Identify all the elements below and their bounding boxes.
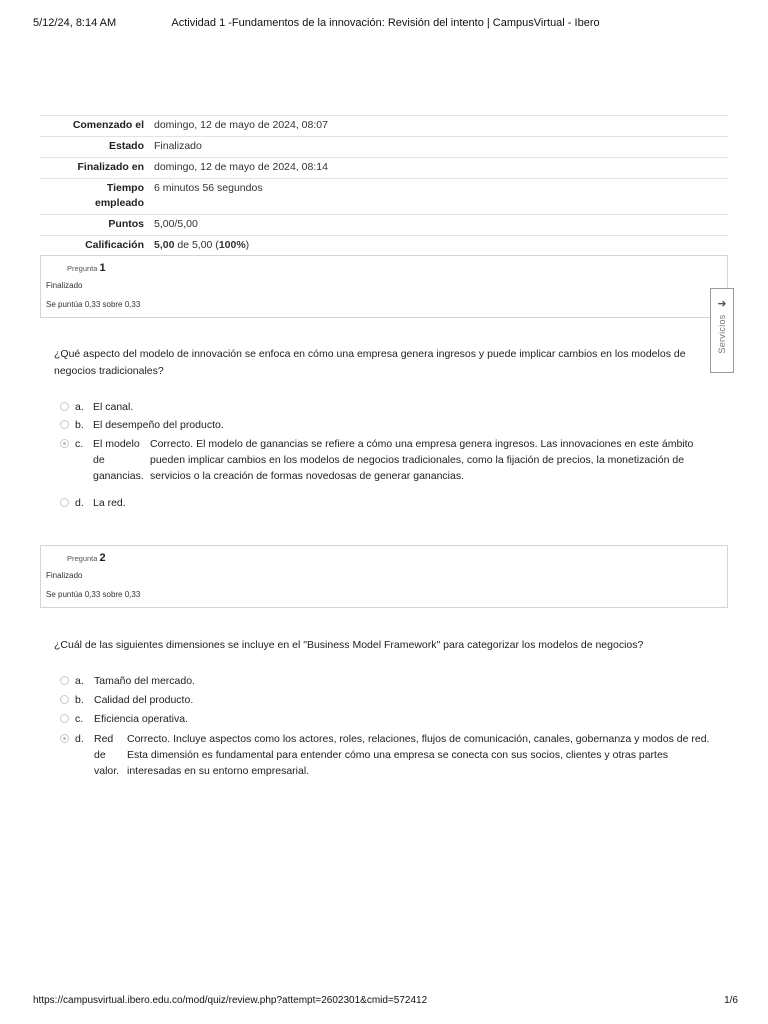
q2-option-d-text [94, 731, 119, 779]
question-1-text-line1: ¿Qué aspecto del modelo de innovación se enfoca en cómo una empresa genera ingresos y puede implicar cambios en los modelos de [54, 348, 686, 360]
q1-feedback-line2: pueden implicar cambios en los modelos de negocios tradicionales, como la fijación de precios, la monetización de [150, 454, 685, 466]
summary-row-time [40, 179, 728, 215]
points-label: Puntos [40, 215, 149, 236]
time-label-line2: empleado [94, 197, 144, 209]
q2-option-d-text-line1: Red [94, 733, 114, 745]
question-1-state: Finalizado [46, 281, 83, 290]
summary-row-started [40, 116, 728, 137]
grade-end: ) [245, 239, 250, 251]
question-2-text-line1: ¿Cuál de las siguientes dimensiones se incluye en el "Business Model Framework" para categorizar los modelos de negocios? [54, 639, 644, 651]
print-page-title: Actividad 1 -Fundamentos de la innovación: Revisión del intento | CampusVirtual - Ibero [171, 17, 600, 29]
q1-feedback-line3: servicios o la creación de formas novedosas de generar ganancias. [150, 470, 465, 482]
radio-selected-icon[interactable] [60, 439, 69, 448]
summary-row-grade [40, 236, 728, 257]
grade-value [149, 236, 728, 257]
print-page-number: 1/6 [724, 995, 738, 1006]
q2-option-d-letter: d. [75, 733, 84, 745]
q2-option-b-text: Calidad del producto. [94, 694, 194, 706]
time-label-line1: Tiempo [106, 182, 144, 194]
radio-icon[interactable] [60, 420, 69, 429]
question-2-text [54, 637, 704, 654]
q1-option-c-text-line2: de [93, 454, 105, 466]
q2-feedback-line3: interesadas en su entorno empresarial. [127, 765, 310, 777]
q1-option-b-text: El desempeño del producto. [93, 419, 224, 431]
question-2-prefix: Pregunta [67, 554, 98, 563]
q2-option-c-letter: c. [75, 713, 84, 725]
q2-option-b-letter: b. [75, 694, 84, 706]
summary-row-state [40, 137, 728, 158]
question-1-text-line2: negocios tradicionales? [54, 365, 164, 377]
started-label: Comenzado el [40, 116, 149, 137]
summary-row-finished [40, 158, 728, 179]
grade-score: 5,00 [154, 239, 175, 251]
time-value: 6 minutos 56 segundos [149, 179, 728, 215]
question-1-prefix: Pregunta [67, 264, 98, 273]
services-tab-label: Servicios [717, 314, 727, 354]
question-1-grade: Se puntúa 0,33 sobre 0,33 [46, 300, 141, 309]
q1-option-c-feedback [150, 436, 693, 484]
question-2-info [40, 545, 728, 608]
q2-option-c-text: Eficiencia operativa. [94, 713, 188, 725]
q1-option-c-text [93, 436, 144, 484]
grade-label: Calificación [40, 236, 149, 257]
q2-option-d-text-line3: valor. [94, 765, 120, 777]
q1-option-a-text: El canal. [93, 401, 134, 413]
state-value: Finalizado [149, 137, 728, 158]
radio-icon[interactable] [60, 714, 69, 723]
q2-feedback-line1: Correcto. Incluye aspectos como los actores, roles, relaciones, flujos de comunicación, canales, gobernanza y modos de red. [127, 733, 710, 745]
state-label: Estado [40, 137, 149, 158]
question-1-num: 1 [99, 262, 106, 274]
print-datetime: 5/12/24, 8:14 AM [33, 17, 117, 29]
q1-option-b-letter: b. [75, 419, 84, 431]
q1-option-d-text: La red. [93, 497, 126, 509]
time-label [40, 179, 149, 215]
q1-option-c-letter: c. [75, 438, 84, 450]
q1-feedback-line1: Correcto. El modelo de ganancias se refiere a cómo una empresa genera ingresos. Las innovaciones en este ámbito [150, 438, 694, 450]
question-2-number [67, 552, 106, 564]
question-1-info [40, 255, 728, 318]
grade-mid: de 5,00 ( [174, 239, 219, 251]
question-2-grade: Se puntúa 0,33 sobre 0,33 [46, 590, 141, 599]
q2-feedback-line2: Esta dimensión es fundamental para entender cómo una empresa se conecta con sus socios, clientes y otras partes [127, 749, 669, 761]
question-1-text [54, 346, 704, 380]
radio-icon[interactable] [60, 695, 69, 704]
finished-label: Finalizado en [40, 158, 149, 179]
radio-icon[interactable] [60, 498, 69, 507]
radio-icon[interactable] [60, 402, 69, 411]
points-value: 5,00/5,00 [149, 215, 728, 236]
started-value: domingo, 12 de mayo de 2024, 08:07 [149, 116, 728, 137]
question-2-num: 2 [99, 552, 106, 564]
q2-option-a-letter: a. [75, 675, 84, 687]
finished-value: domingo, 12 de mayo de 2024, 08:14 [149, 158, 728, 179]
print-header [33, 17, 738, 31]
services-drawer-tab[interactable] [710, 288, 734, 373]
grade-percent: 100% [218, 239, 246, 251]
attempt-summary-table [40, 115, 728, 257]
q2-option-d-text-line2: de [94, 749, 106, 761]
arrow-right-icon: ➜ [717, 298, 727, 310]
q2-option-a-text: Tamaño del mercado. [94, 675, 195, 687]
radio-icon[interactable] [60, 676, 69, 685]
radio-selected-icon[interactable] [60, 734, 69, 743]
question-1-number [67, 262, 106, 274]
question-2-state: Finalizado [46, 571, 83, 580]
summary-row-points [40, 215, 728, 236]
q1-option-c-text-line3: ganancias. [93, 470, 144, 482]
q1-option-a-letter: a. [75, 401, 84, 413]
q1-option-c-text-line1: El modelo [93, 438, 140, 450]
print-url: https://campusvirtual.ibero.edu.co/mod/quiz/review.php?attempt=2602301&cmid=572412 [33, 995, 428, 1006]
q1-option-d-letter: d. [75, 497, 84, 509]
q2-option-d-feedback [127, 731, 709, 779]
